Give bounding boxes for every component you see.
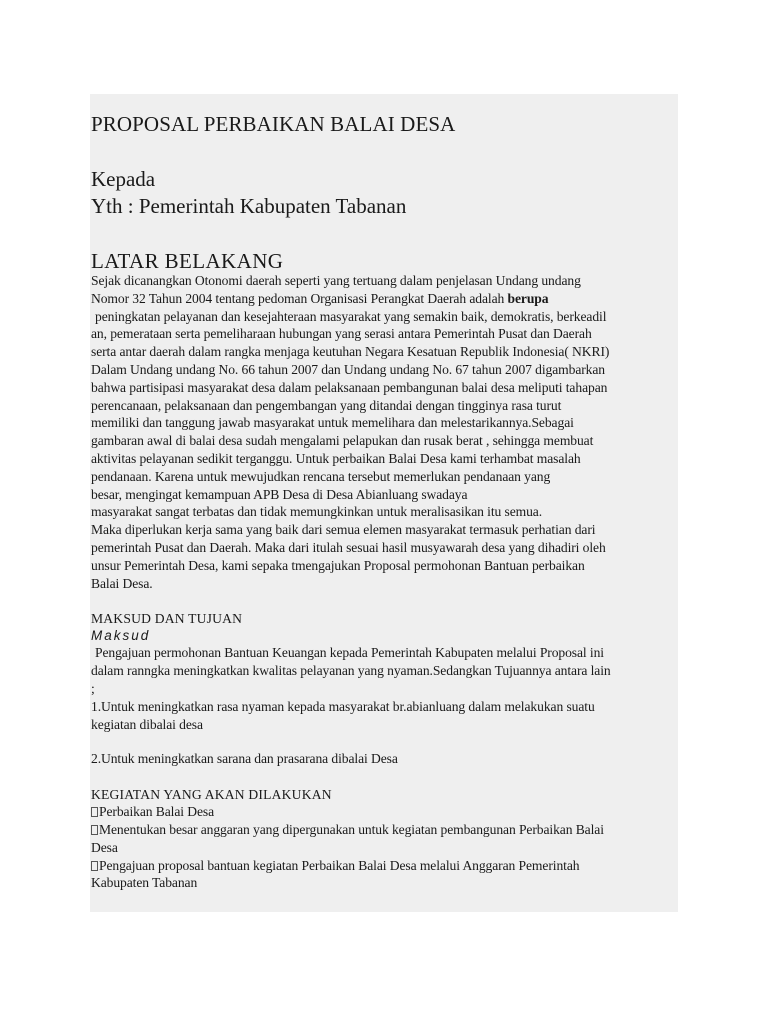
list-item <box>91 857 677 875</box>
kegiatan-body <box>91 803 677 892</box>
bold-word: berupa <box>507 290 549 306</box>
paragraph-line: aktivitas pelayanan sedikit terganggu. Untuk perbaikan Balai Desa kami terhambat masalah <box>91 450 581 466</box>
paragraph-line: pemerintah Pusat dan Daerah. Maka dari itulah sesuai hasil musyawarah desa yang dihadiri oleh <box>91 539 606 555</box>
paragraph-line: masyarakat sangat terbatas dan tidak memungkinkan untuk meralisasikan itu semua. <box>91 504 543 520</box>
bullet-box-icon <box>91 861 98 871</box>
paragraph-text: Nomor 32 Tahun 2004 tentang pedoman Organisasi Perangkat Daerah adalah <box>91 290 508 306</box>
list-item-continued: Desa <box>91 839 118 855</box>
kegiatan-heading: KEGIATAN YANG AKAN DILAKUKAN <box>91 787 332 803</box>
maksud-subheading: Maksud <box>91 628 151 644</box>
paragraph-line: Pengajuan permohonan Bantuan Keuangan kepada Pemerintah Kabupaten melalui Proposal ini <box>95 645 604 661</box>
paragraph-line: besar, mengingat kemampuan APB Desa di Desa Abianluang swadaya <box>91 486 468 502</box>
document-page <box>90 94 678 912</box>
list-item-continued: Kabupaten Tabanan <box>91 875 198 891</box>
list-item <box>91 803 677 821</box>
document-title: PROPOSAL PERBAIKAN BALAI DESA <box>91 112 456 136</box>
paragraph-line: Balai Desa. <box>91 575 153 591</box>
kepada-label: Kepada <box>91 167 156 191</box>
latar-belakang-body <box>91 272 677 592</box>
paragraph-line: Maka diperlukan kerja sama yang baik dari semua elemen masyarakat termasuk perhatian dari <box>91 522 596 538</box>
list-item: 2.Untuk meningkatkan sarana dan prasarana dibalai Desa <box>91 751 398 767</box>
bullet-box-icon <box>91 825 98 835</box>
paragraph-line: unsur Pemerintah Desa, kami sepaka tmengajukan Proposal permohonan Bantuan perbaikan <box>91 557 585 573</box>
recipient-line: Yth : Pemerintah Kabupaten Tabanan <box>91 194 407 218</box>
paragraph-line: gambaran awal di balai desa sudah mengalami pelapukan dan rusak berat , sehingga membuat <box>91 433 594 449</box>
paragraph-line: perencanaan, pelaksanaan dan pengembangan yang ditandai dengan tingginya rasa turut <box>91 397 562 413</box>
list-item: 1.Untuk meningkatkan rasa nyaman kepada masyarakat br.abianluang dalam melakukan suatu <box>91 698 595 714</box>
maksud-body <box>91 644 677 768</box>
paragraph-line: Sejak dicanangkan Otonomi daerah seperti yang tertuang dalam penjelasan Undang undang <box>91 273 581 288</box>
paragraph-line: memiliki dan tanggung jawab masyarakat untuk memelihara dan melestarikannya.Sebagai <box>91 415 574 431</box>
list-item <box>91 821 677 839</box>
paragraph-line: serta antar daerah dalam rangka menjaga keutuhan Negara Kesatuan Republik Indonesia( NKRI) <box>91 344 610 360</box>
paragraph-line: pendanaan. Karena untuk mewujudkan rencana tersebut memerlukan pendanaan yang <box>91 468 551 484</box>
paragraph-line: Dalam Undang undang No. 66 tahun 2007 dan Undang undang No. 67 tahun 2007 digambarkan <box>91 361 606 377</box>
paragraph-line: bahwa partisipasi masyarakat desa dalam pelaksanaan pembangunan balai desa meliputi tahapan <box>91 379 608 395</box>
list-item-text: Perbaikan Balai Desa <box>99 804 215 820</box>
maksud-tujuan-heading: MAKSUD DAN TUJUAN <box>91 611 243 627</box>
list-item-continued: kegiatan dibalai desa <box>91 716 203 732</box>
latar-belakang-heading: LATAR BELAKANG <box>91 249 284 273</box>
bullet-box-icon <box>91 807 98 817</box>
recipient-block <box>91 166 677 220</box>
list-item-text: Pengajuan proposal bantuan kegiatan Perbaikan Balai Desa melalui Anggaran Pemerintah <box>99 857 580 873</box>
paragraph-line: an, pemerataan serta pemeliharaan hubungan yang serasi antara Pemerintah Pusat dan Daerah <box>91 326 592 342</box>
paragraph-line <box>91 290 677 308</box>
list-item-text: Menentukan besar anggaran yang dipergunakan untuk kegiatan pembangunan Perbaikan Balai <box>99 821 604 837</box>
spacer <box>91 733 677 750</box>
document-content <box>91 110 677 892</box>
paragraph-line: dalam ranngka meningkatkan kwalitas pelayanan yang nyaman.Sedangkan Tujuannya antara lain <box>91 663 611 679</box>
paragraph-line: ; <box>91 680 95 696</box>
paragraph-line: peningkatan pelayanan dan kesejahteraan masyarakat yang semakin baik, demokratis, berkeadil <box>95 308 607 324</box>
